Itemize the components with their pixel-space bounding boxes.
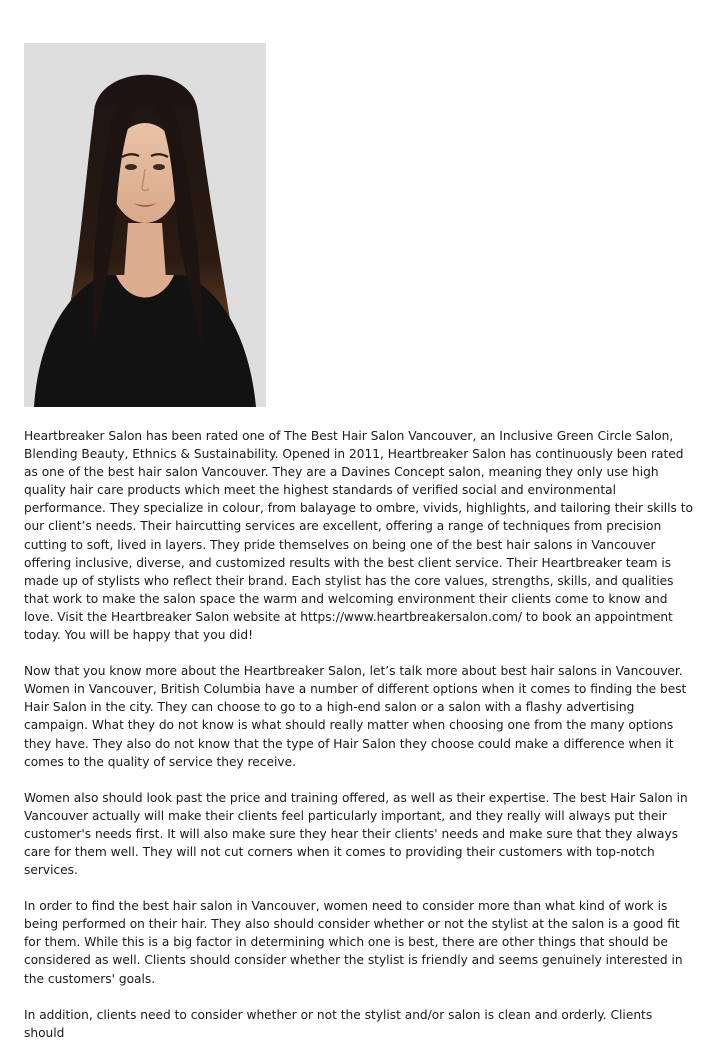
paragraph-5: In addition, clients need to consider whether or not the stylist and/or salon is clean and orderly. Clients should — [24, 1007, 653, 1040]
paragraph-1: Heartbreaker Salon has been rated one of The Best Hair Salon Vancouver, an Inclusive Green Circle Salon, Blending Beauty, Ethnics & Sustainability. Opened in 2011, Heartbreaker Salon has continuously been rated as one of the best hair salon Vancouver. They are a Davines Concept salon, meaning they only use high quality hair care products which meet the highest standards of verified social and environmental performance. They specialize in colour, from balayage to ombre, vivids, highlights, and tailoring their skills to our client’s needs. Their haircutting services are excellent, offering a range of techniques from precision cutting to soft, lived in layers. They pride themselves on being one of the best hair salons in Vancouver offering inclusive, diverse, and customized results with the best client service. Their Heartbreaker team is made up of stylists who reflect their brand. Each stylist has the core values, strengths, skills, and qualities that work to make the salon space the warm and welcoming environment their clients come to know and love. Visit the Heartbreaker Salon website at https://www.heartbreakersalon.com/ to book an appointment today. You will be happy that you did! — [24, 429, 693, 643]
portrait-photo — [24, 43, 266, 407]
paragraph-4: In order to find the best hair salon in Vancouver, women need to consider more than what kind of work is being performed on their hair. They also should consider whether or not the stylist at the salon is a good fit for them. While this is a big factor in determining which one is best, there are other things that should be considered as well. Clients should consider whether the stylist is friendly and seems genuinely interested in the customers' goals. — [24, 899, 683, 986]
paragraph-2: Now that you know more about the Heartbreaker Salon, let’s talk more about best hair salons in Vancouver. Women in Vancouver, British Columbia have a number of different options when it comes to finding the best Hair Salon in the city. They can choose to go to a high-end salon or a salon with a flashy advertising campaign. What they do not know is what should really matter when choosing one from the many options they have. They also do not know that the type of Hair Salon they choose could make a difference when it comes to the quality of service they receive. — [24, 664, 687, 769]
portrait-illustration — [24, 43, 266, 407]
article-body — [24, 427, 696, 1060]
paragraph-3: Women also should look past the price and training offered, as well as their expertise. The best Hair Salon in Vancouver actually will make their clients feel particularly important, and they really will always put their customer's needs first. It will also make sure they hear their clients' needs and make sure that they always care for them well. They will not cut corners when it comes to providing their customers with top-notch services. — [24, 790, 688, 878]
